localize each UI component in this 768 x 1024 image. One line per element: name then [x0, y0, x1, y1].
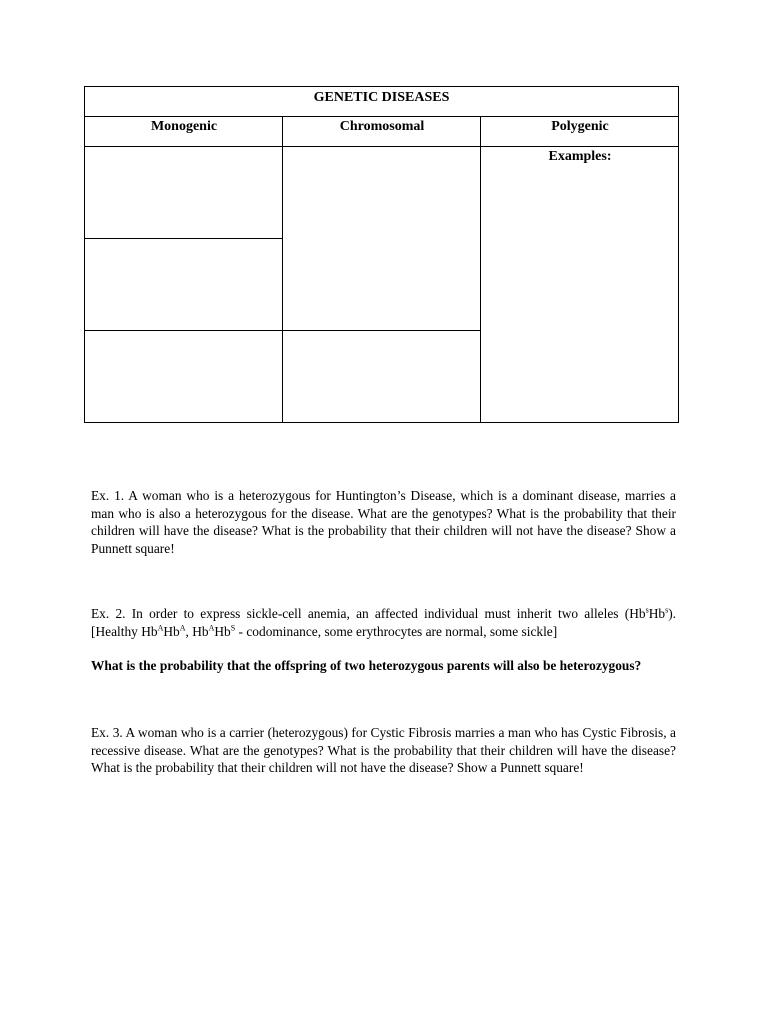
row-divider [283, 330, 480, 331]
header-chromosomal: Chromosomal [283, 117, 481, 147]
row-divider [85, 238, 282, 239]
header-polygenic: Polygenic [481, 117, 679, 147]
row-divider [85, 330, 282, 331]
exercise-1: Ex. 1. A woman who is a heterozygous for Huntington’s Disease, which is a dominant disease, marries a man who is also a heterozygous for the disease. What are the genotypes? What is the probability that their children will have the disease? What is the probability that their children will not have the disease? Show a Punnett square! [91, 488, 676, 556]
exercise-2: Ex. 2. In order to express sickle-cell anemia, an affected individual must inherit two alleles (Hb$^s$Hb$^s$). [Healthy $Hb^AHb^A$, $Hb^AHb^S$ - codominance, some erythrocytes are normal, some sickle] [91, 605, 676, 639]
table-title: GENETIC DISEASES [85, 87, 678, 117]
column-divider [282, 117, 283, 423]
polygenic-examples-label: Examples: [548, 149, 612, 164]
exercise-3: Ex. 3. A woman who is a carrier (heterozygous) for Cystic Fibrosis marries a man who has Cystic Fibrosis, a recessive disease. What are the genotypes? What is the probability that their children will have the disease? What is the probability that their children will not have the disease? Show a Punnett square! [91, 725, 676, 775]
exercise-2-question: What is the probability that the offspring of two heterozygous parents will also be heterozygous? [91, 658, 642, 673]
genetic-diseases-table [84, 86, 679, 423]
header-monogenic: Monogenic [85, 117, 283, 147]
